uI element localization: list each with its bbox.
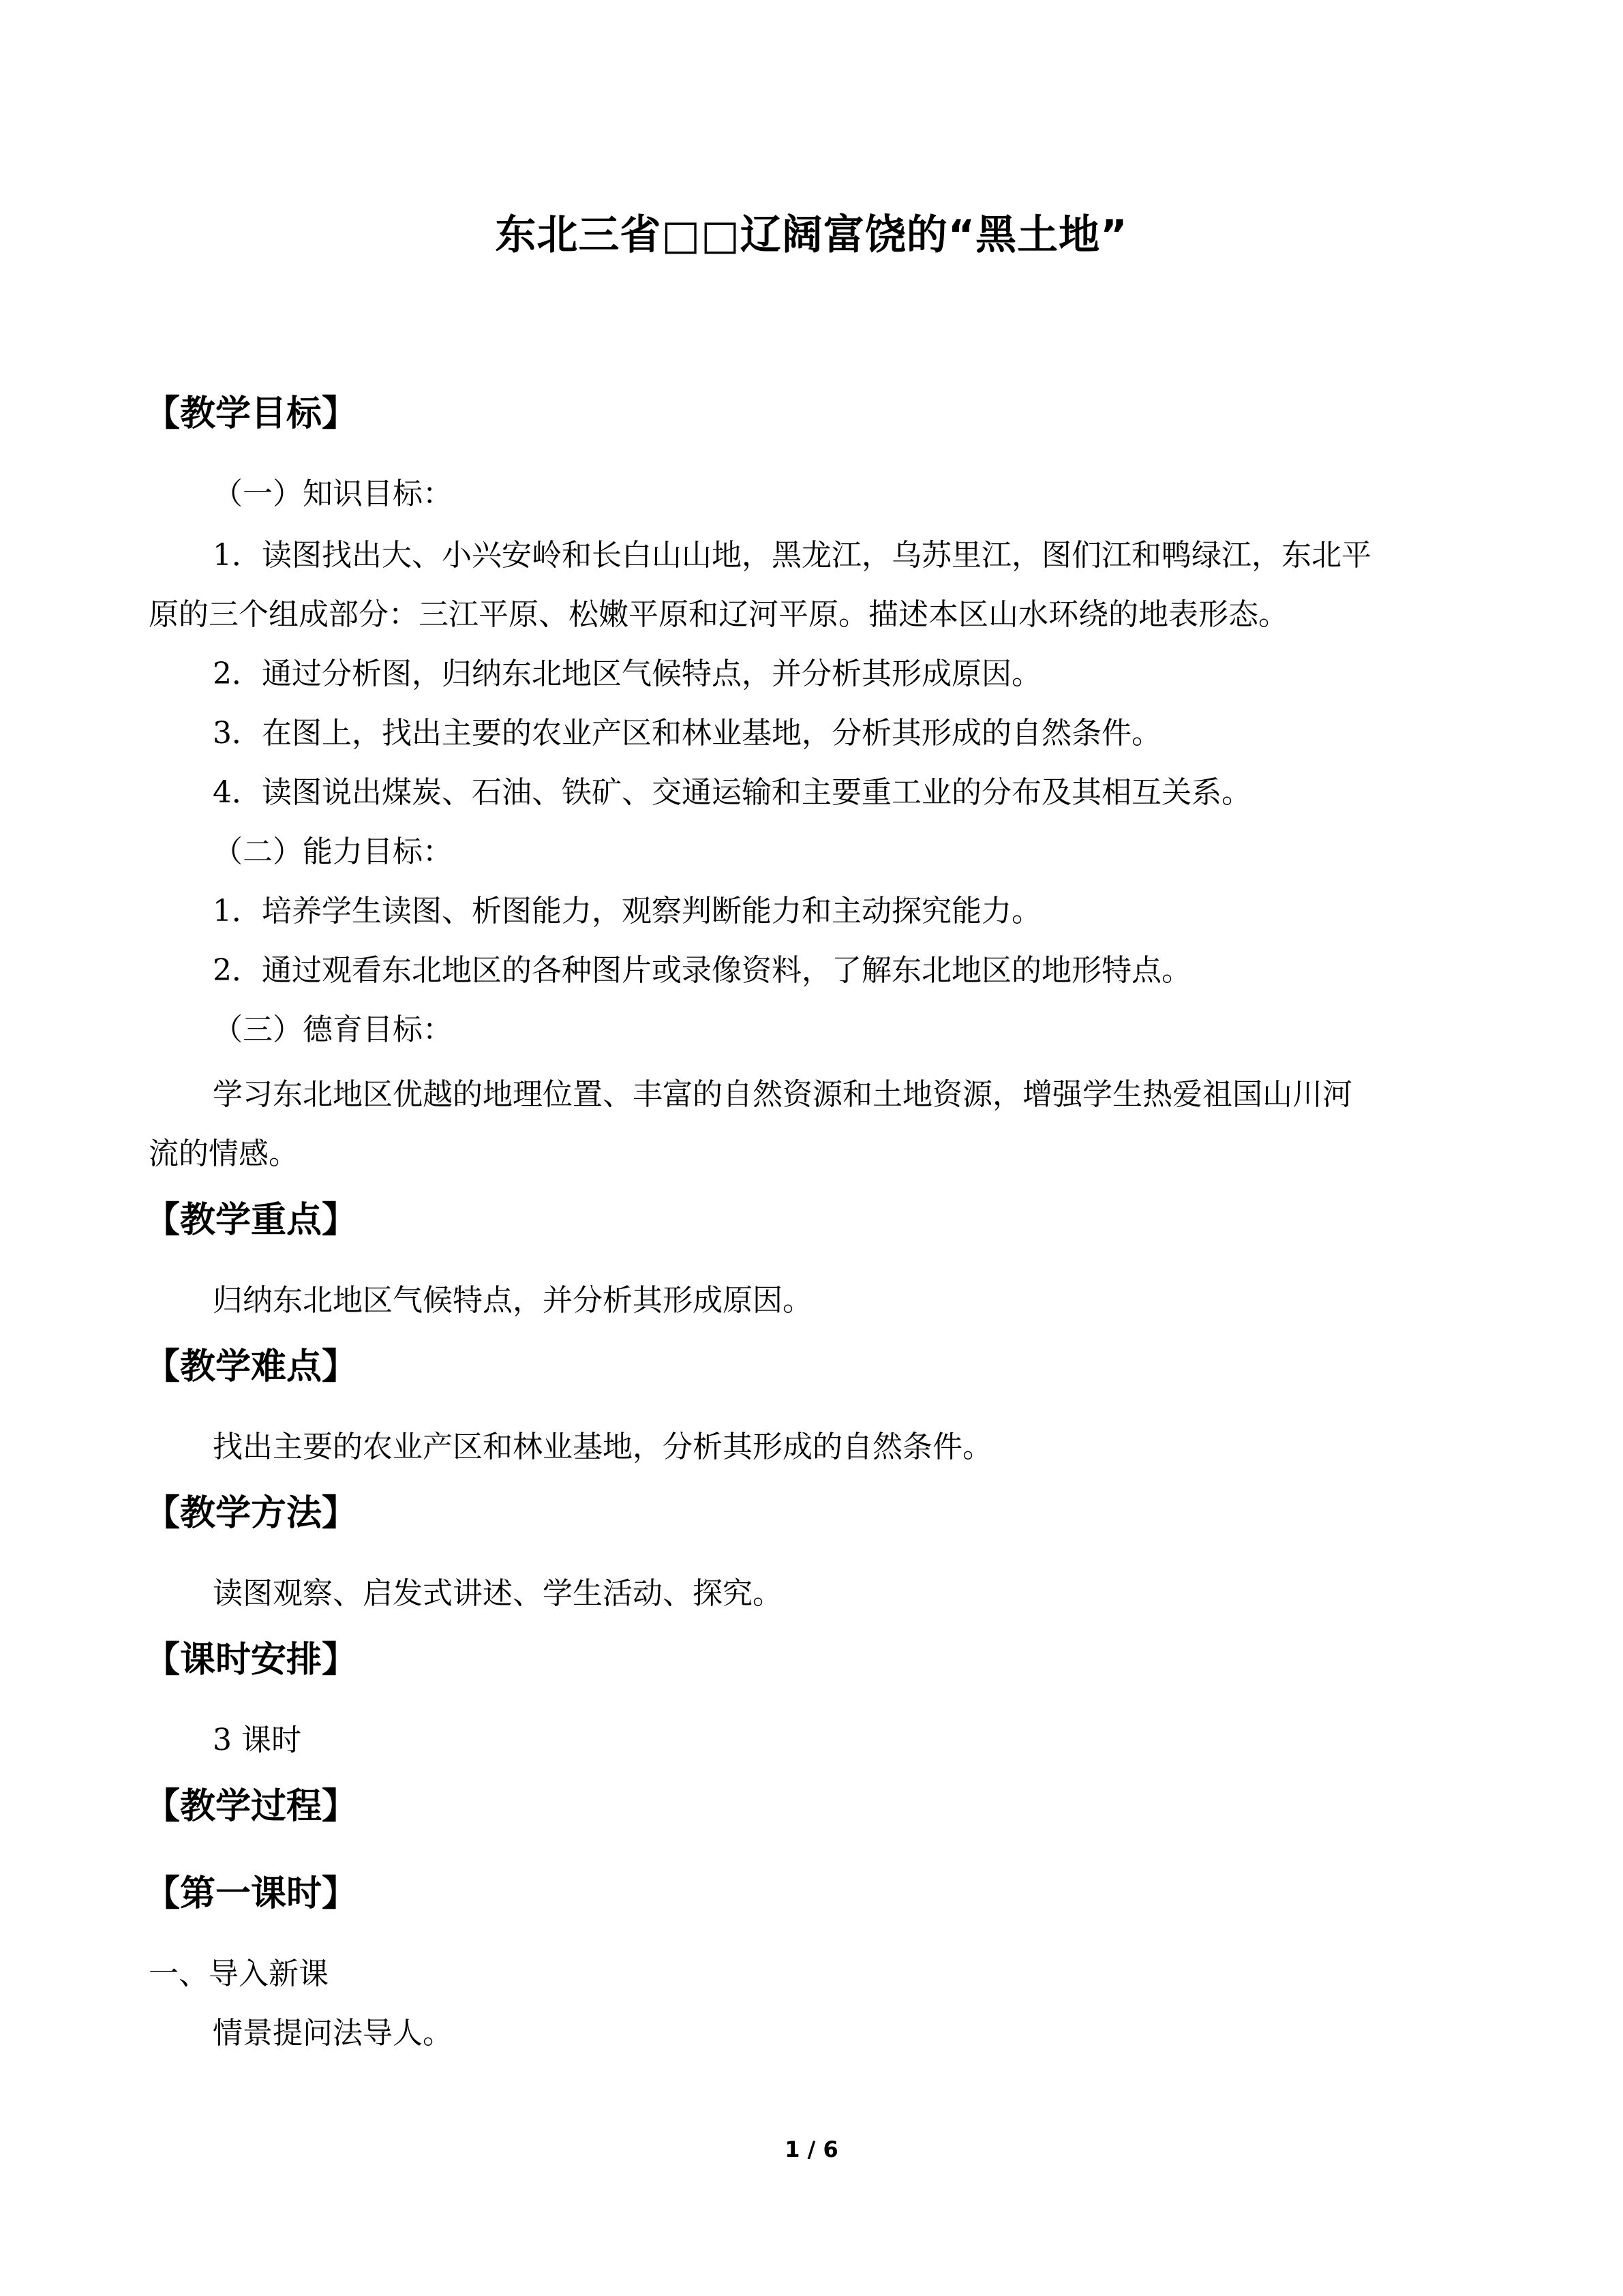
moral-objective-line-1: 学习东北地区优越的地理位置、丰富的自然资源和土地资源，增强学生热爱祖国山川河 [213,1077,1352,1112]
document-title: 东北三省□□辽阔富饶的“黑土地” [495,211,1128,259]
objectives-heading: 【教学目标】 [145,393,358,434]
schedule-heading: 【课时安排】 [145,1640,358,1680]
key-points-heading: 【教学重点】 [145,1200,358,1241]
knowledge-objectives-label: （一）知识目标： [213,477,453,511]
difficulties-heading: 【教学难点】 [145,1346,358,1387]
moral-objectives-label: （三）德育目标： [213,1012,453,1047]
knowledge-objective-2: 2．通过分析图，归纳东北地区气候特点，并分析其形成原因。 [213,656,1042,691]
ability-objective-1: 1．培养学生读图、析图能力，观察判断能力和主动探究能力。 [213,894,1042,928]
intro-label: 一、导入新课 [149,1957,329,1991]
page-number: 1 / 6 [785,2136,838,2162]
schedule-text: 3 课时 [213,1723,301,1757]
methods-text: 读图观察、启发式讲述、学生活动、探究。 [213,1576,783,1611]
ability-objective-2: 2．通过观看东北地区的各种图片或录像资料，了解东北地区的地形特点。 [213,953,1192,988]
difficulties-text: 找出主要的农业产区和林业基地，分析其形成的自然条件。 [213,1430,992,1464]
methods-heading: 【教学方法】 [145,1493,358,1534]
lesson-one-heading: 【第一课时】 [145,1873,358,1914]
key-points-text: 归纳东北地区气候特点，并分析其形成原因。 [213,1283,813,1318]
knowledge-objective-1-line-2: 原的三个组成部分：三江平原、松嫩平原和辽河平原。描述本区山水环绕的地表形态。 [149,597,1288,632]
process-heading: 【教学过程】 [145,1786,358,1827]
knowledge-objective-4: 4．读图说出煤炭、石油、铁矿、交通运输和主要重工业的分布及其相互关系。 [213,775,1252,810]
intro-text: 情景提问法导人。 [213,2016,453,2051]
moral-objective-line-2: 流的情感。 [149,1136,299,1171]
knowledge-objective-3: 3．在图上，找出主要的农业产区和林业基地，分析其形成的自然条件。 [213,716,1162,751]
ability-objectives-label: （二）能力目标： [213,834,453,869]
knowledge-objective-1-line-1: 1．读图找出大、小兴安岭和长白山山地，黑龙江，乌苏里江，图们江和鸭绿江，东北平 [213,538,1371,573]
